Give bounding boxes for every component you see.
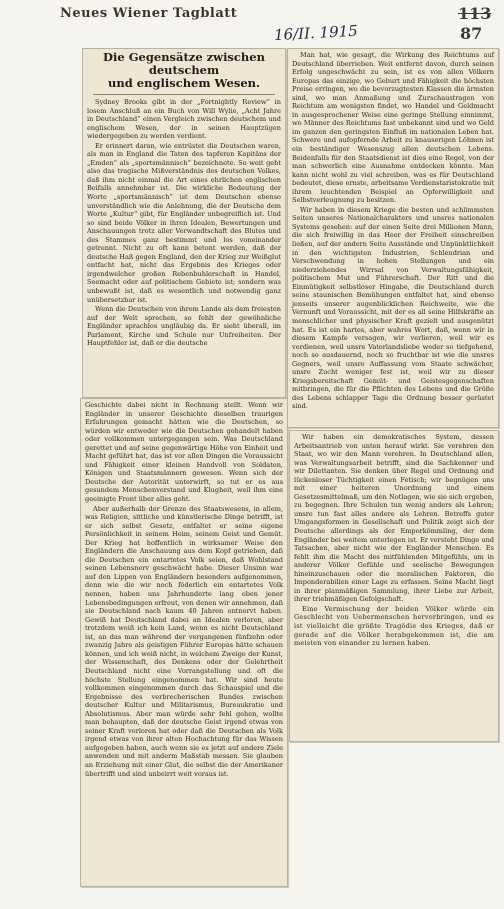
- clipping-left-top: [82, 48, 286, 398]
- article-column-right-bottom: [290, 431, 498, 648]
- article-column-right-top: [288, 49, 498, 411]
- newspaper-masthead: Neues Wiener Tagblatt: [60, 6, 238, 21]
- paragraph: Man hat, wie gesagt, die Wirkung des Reichtums auf Deutschland überrieben. Weit entfernt davon, durch seinen Erfolg ungeschwächt zu sein, ist es von allen Völkern Europas das einzige, wo Geburt und Fähigkeit die höchsten Preise erringen, wo die bevorzugtesten Klassen die ärmsten sind, wo man Anmaßung und Zurschaustragen von Reichtum am wenigsten findet, wo Handel und Geldmacht in ausgesprochener Weise eine geringe Stellung einnimmt, wo Männer des Reichtums fast unbekannt sind und wo Geld im ganzen den geringsten Einfluß im nationalen Leben hat. Schwere und aufopfernde Arbeit zu knauserigen Löhnen ist ein beständiger Wesenszug allen deutschen Lebens. Beidenfalls für den Staatsdienst ist dies eine Regel, von der man schwerlich eine Ausnahme entdecken könnte. Man kann nicht wohl zu viel schreiben, was es für Deutschland bedeutet, diese ernste, arbeitsame Verdienstaristokratie mit ihrem leuchtenden Beispiel an Opferwilligkeit und Selbstverleugnung zu besitzen.: [292, 51, 494, 205]
- clipping-right-top: [287, 48, 499, 428]
- article-column-left-top: [83, 98, 285, 348]
- headline-line-1: Die Gegensätze zwischen deutschem: [103, 50, 265, 77]
- page-number: 87: [460, 24, 483, 43]
- crossed-page-number: 113: [458, 4, 492, 23]
- paragraph: Wenn die Deutschen von ihrem Lande als dem freiesten auf der Welt sprechen, so fehlt der gewöhnliche Engländer sprachlos ungläubig da. Er sieht überall, im Parlament, Kirche und Schule nur Unfreiheiten. Der Hauptfehler ist, daß er die deutsche: [87, 305, 281, 348]
- clipping-left-bottom: [80, 398, 288, 887]
- clipping-right-bottom: [289, 430, 499, 742]
- paragraph: Wir haben ein demokratisches System, dessen Arbeitsantrieb von unten herauf wirkt. Sie verehren den Staat, wo wir den Mann verehren. In Deutschland allen, was Verwaltungsarbeit betrifft, sind die Sachkenner und wir Dilettanten. Sie denken über Regel und Ordnung und lückenloser Tüchtigkeit einen Fetisch; wir begnügen uns mit einer heiteren Unordnung und einem Gesetzesmittelmaß, um den Notlagen, wie sie sich ergeben, zu begegnen. Ihre Schulen tun wenig anders als Lehren; unsre tun fast alles andere als Lehren. Betreffs guter Umgangsformen in Gesellschaft und Politik zeigt sich der Deutsche allerdings als der Emporkömmling, der dem Engländer bei weitem unterlegen ist. Er versteht Dinge und Tatsachen, aber nicht wie der Engländer Menschen. Es fehlt ihm die Macht des mitfühlenden Mitgefühls, um in anderer Völker Gefühle und seelische Bewegungen hineinzuschauen oder die moralischen Faktoren, die Imponderabilien einer Lage zu erfassen. Seine Macht liegt in ihrer planmäßigen Sammlung, ihrer Liebe zur Arbeit, ihrer triebmäßigen Gefolgschaft.: [294, 433, 494, 604]
- article-headline: [83, 51, 285, 90]
- paragraph: Wir haben in diesem Kriege die besten und schlimmsten Seiten unseres Nationalcharakters und unsres nationalen Systems gesehen: auf der einen Seite drei Millionen Mann, die sich freiwillig in das Heer der Freiheit einschreiben ließen, auf der andern Seite Ausstände und Unpünktlichkeit in den wichtigsten Industrien, Schlendrian und Verschwendung in hohen Stellungen und ein niederziehendes Wirrsal von Verwaltungsfähigkeit, politischem Mut und Führerschaft. Der Ritt und die Einmütigkeit selbstloser Hingabe, die Deutschland durch seine staunischen Bemühungen entfaltet hat, sind ebenso jenseits unserer augenblicklichen Reichweite, wie die Vernunft und Voraussicht, mit der es all seine Hilfskräfte an menschlicher und physischer Kraft gezielt und ausgenützt hat. Es ist ein hartes, aber wahres Wort, daß, wenn wir in diesem Kampfe versagen, wir verlieren, weil wir es verdienen, weil unsre Vaterlandsliebe weder so tiefgehend, noch so ausdauernd, noch so fruchtbar ist wie die unsres Gegners, weil unsre Auffassung vom Staate schwächer, unsre Zucht weniger fest ist, weil wir zu dieser Kriegsbereitschaft Gemüt- und Geistesgegenschaften mitbringen, die für die Pflichten des Lebens und die Größe des Lebens schlapper Tage die Ordnung besser gerüstet sind.: [292, 205, 494, 411]
- paragraph: Geschichte dabei nicht in Rechnung stellt. Wenn wir Engländer in unserer Geschichte dieselben traurigen Erfahrungen gemacht hätten wie die Deutschen, so würden wir entweder wie die Deutschen gehandelt haben oder vollkommen untergegangen sein. Was Deutschland gerettet und auf seine gegenwärtige Höhe von Einheit und Macht geführt hat, das ist vor allen Dingen die Voraussicht und Fähigkeit einer kleinen Handvoll von Soldaten, Königen und Staatsmännern gewesen. Wenn sich der Deutsche der Autorität unterwirft, so tut er es aus gesundem Menschenverstand und Klugheit, weil ihm eine geeinigte Front über alles geht.: [85, 401, 283, 504]
- handwritten-date: 16/II. 1915: [273, 21, 359, 45]
- paragraph: Sydney Brooks gibt in der „Fortnightly Review“ in losem Anschluß an ein Buch von Will Wylie, „Acht Jahre in Deutschland“ einen Vergleich zwischen deutschem und englischem Wesen, der in seinen Hauptzügen wiedergegeben zu werden verdient.: [87, 98, 281, 141]
- paragraph: Aber außerhalb der Grenze des Staatswesens, in allem, was Religion, sittliche und künstlerische Dinge betrifft, ist er sich selbst Gesetz, entfaltet er seine eigene Persönlichkeit in seinem Heim, seinem Geist und Gemüt. Der Krieg hat hoffentlich in wirksamer Weise den Engländern die Anschauung aus dem Kopf getrieben, daß die Deutschen ein entartetes Volk seien, daß Wohlstand seinen Lebensnerv geschwächt habe. Dieser Unsinn war auf den Lippen von Engländern besonders aufgenommen, denn wie die wir noch föderlich ein entartetes Volk nennen, haben uns Jahrhunderte lang eben jener Lebensbedingungen erfreut, von denen wir annehmen, daß sie Deutschland nach kaum 40 Jahren entnervt haben. Gewiß hat Deutschland dabei an Idealen verloren, aber trotzdem weiß ich kein Land, wenn es nicht Deutschland ist, an das man während der vergangenen fünfzehn oder zwanzig Jahre als geistigen Führer Europas hätte schauen können, und ich weiß nicht, in welchem Zweige der Kunst, der Wissenschaft, des Denkens oder der Gelehrtheit Deutschland nicht eine Vorrangstellung und oft die höchste Stellung eingenommen hat. Wir sind heute vollkommen eingenommen durch das Schauspiel und die Ergebnisse des verbrecherischen Bundes zwischen deutscher Kultur und Militarismus, Bureaukratie und Absolutismus. Aber man würde sehr fehl gehen, wollte man behaupten, daß der deutsche Geist irgend etwas von seiner Kraft verloren hat oder daß die Deutschen als Volk irgend etwas von ihrer alten Hochachtung für das Wissen aufgegeben haben, auch wenn sie es jetzt auf andere Ziele anwenden und mit anderm Maßstab messen. Sie glauben an Erziehung mit einer Glut, die selbst die der Amerikaner übertrifft und sind unbeirrt weit voraus ist.: [85, 504, 283, 778]
- headline-line-2: und englischem Wesen.: [108, 76, 260, 90]
- paragraph: Eine Vermischung der beiden Völker würde ein Geschlecht von Uebermenschen hervorbringen, und es ist vielleicht die größte Tragödie des Krieges, daß er gerade auf die Völker herabgekommen ist, die am meisten von einander zu lernen haben.: [294, 604, 494, 648]
- article-column-left-bottom: [81, 399, 287, 778]
- headline-rule: [93, 94, 275, 95]
- paragraph: Er erinnert daran, wie entrüstet die Deutschen waren, als man in England die Taten des tapferen Kapitäns der „Emden“ als „sportsmännisch“ bezeichnete. So weit geht also das tragische Mißverständnis des deutschen Volkes, daß ihm nicht einmal die Art eines ehrlichen englischen Beifalls annehmbar ist. Die wirkliche Bedeutung der Worte „sportsmännisch“ ist dem Deutschen ebenso unverständlich wie die Anlehnung, die der Deutsche dem Worte „Kultur“ gibt, für Engländer unbegreiflich ist. Und so sind beide Völker in ihren Idealen, Bewertungen und Anschauungen trotz aller Verwandtschaft des Blutes und des Stammes ganz bestimmt und los voneinander getrennt. Nicht zu oft kann betont werden, daß der deutsche Haß gegen England, den der Krieg zur Weißglut entfacht hat, nicht das Ergebnis des Krieges oder irgendwelcher großen Rebenbuhlerschaft in Handel, Seemacht oder auf politischem Gebiete ist; sondern was unbewußt ist, daß es wesentlich und notwendig ganz unübersetzbar ist.: [87, 141, 281, 304]
